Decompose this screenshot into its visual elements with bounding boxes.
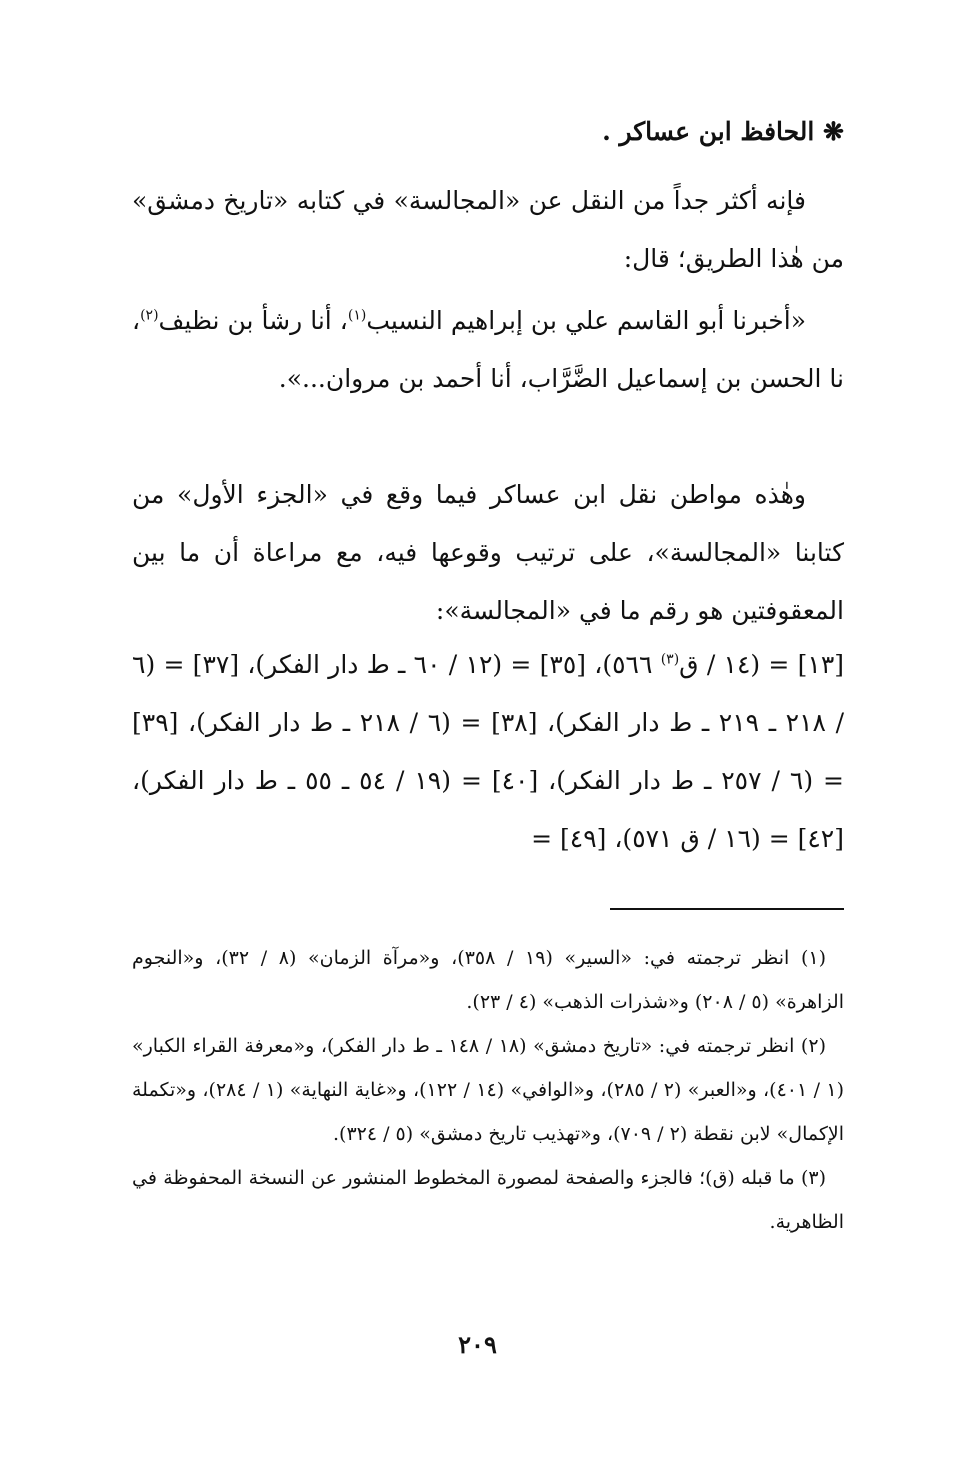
- footnote-ref-3: (٣): [660, 651, 680, 668]
- footnote-3: (٣) ما قبله (ق)؛ فالجزء والصفحة لمصورة المخطوط المنشور عن النسخة المحفوظة في الظاهرية.: [132, 1167, 844, 1233]
- paragraph-text: [132, 292, 844, 408]
- isnad-text: «أخبرنا أبو القاسم علي بن إبراهيم النسيب: [366, 306, 806, 335]
- section-heading: ❋ الحافظ ابن عساكر .: [602, 117, 844, 146]
- footnote-ref-1: (١): [347, 307, 367, 324]
- paragraph-explanation: [132, 466, 844, 640]
- paragraph-intro: [132, 172, 844, 288]
- footnotes: [132, 936, 844, 1244]
- reference-text: [١٣] = (١٤ / ق: [679, 650, 845, 679]
- paragraph-text: [132, 636, 844, 868]
- footnote-divider: [610, 908, 844, 910]
- isnad-text: ، نا الحسن بن إسماعيل الضَّرَّاب، أنا أحمد بن مروان...».: [132, 306, 844, 393]
- page-number: ٢٠٩: [458, 1330, 497, 1359]
- paragraph-text: وهٰذه مواطن نقل ابن عساكر فيما وقع في «الجزء الأول» من كتابنا «المجالسة»، على ترتيب وقوعها فيه، مع مراعاة أن ما بين المعقوفتين هو رقم ما في «المجالسة»:: [132, 480, 844, 625]
- paragraph-references: [132, 636, 844, 868]
- paragraph-isnad: [132, 292, 844, 408]
- footnote-1: (١) انظر ترجمته في: «السير» (١٩ / ٣٥٨)، و«مرآة الزمان» (٨ / ٣٢)، و«النجوم الزاهرة» (٥ / ٢٠٨) و«شذرات الذهب» (٤ / ٢٣).: [132, 947, 844, 1013]
- reference-text: ٥٦٦)، [٣٥] = (١٢ / ٦٠ ـ ط دار الفكر)، [٣٧] = (٦ / ٢١٨ ـ ٢١٩ ـ ط دار الفكر)، [٣٨] = (٦ / ٢١٨ ـ ط دار الفكر)، [٣٩] = (٦ / ٢٥٧ ـ ط دار الفكر)، [٤٠] = (١٩ / ٥٤ ـ ٥٥ ـ ط دار الفكر)، [٤٢] = (١٦ / ق ٥٧١)، [٤٩] =: [132, 650, 844, 853]
- isnad-text: ، أنا رشأ بن نظيف: [158, 306, 348, 335]
- footnote-ref-2: (٢): [140, 307, 159, 324]
- footnote-2: (٢) انظر ترجمته في: «تاريخ دمشق» (١٨ / ١٤٨ ـ ط دار الفكر)، و«معرفة القراء الكبار» (١ / ٤٠١)، و«العبر» (٢ / ٢٨٥)، و«الوافي» (١٤ / ١٢٢)، و«غاية النهاية» (١ / ٢٨٤)، و«تكملة الإكمال» لابن نقطة (٢ / ٧٠٩)، و«تهذيب تاريخ دمشق» (٥ / ٣٢٤).: [132, 1035, 845, 1145]
- paragraph-text: فإنه أكثر جداً من النقل عن «المجالسة» في كتابه «تاريخ دمشق» من هٰذا الطريق؛ قال:: [132, 186, 844, 273]
